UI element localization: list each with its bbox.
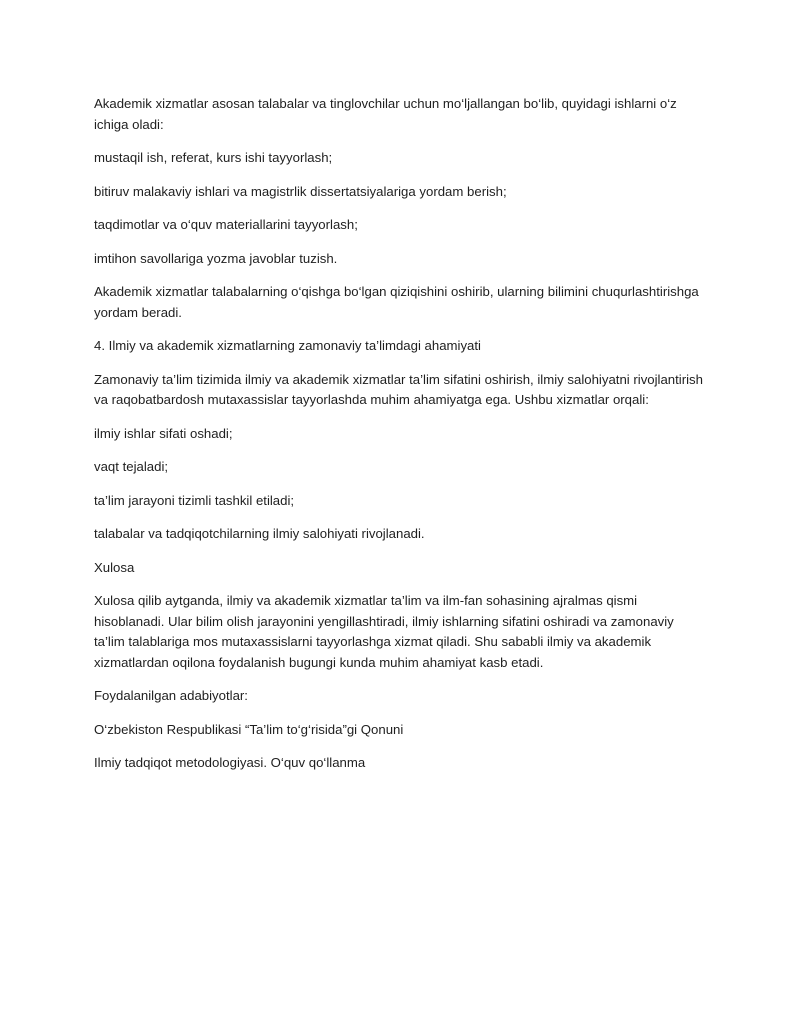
- list-item: ta’lim jarayoni tizimli tashkil etiladi;: [94, 492, 295, 508]
- reference-item: Ilmiy tadqiqot metodologiyasi. O‘quv qo‘llanma: [94, 755, 366, 770]
- conclusion-paragraph: Xulosa qilib aytganda, ilmiy va akademik xizmatlar ta’lim va ilm-fan sohasining ajralmas qismi hisoblanadi. Ular bilim olish jarayonini yengillashtiradi, ilmiy ishlarning sifatini oshiradi va zamonaviy ta’lim talablariga mos mutaxassislarni tayyorlashga xizmat qiladi. Shu sababli ilmiy va akademik xizmatlardan oqilona foydalanish bugungi kunda muhim ahamiyat kasb etadi.: [94, 593, 674, 670]
- references-heading: Foydalanilgan adabiyotlar:: [94, 688, 248, 703]
- list-item: taqdimotlar va o‘quv materiallarini tayyorlash;: [94, 217, 358, 232]
- body-paragraph: Akademik xizmatlar talabalarning o‘qishga bo‘lgan qiziqishini oshirib, ularning bilimini chuqurlashtirishga yordam beradi.: [94, 284, 699, 320]
- list-item: mustaqil ish, referat, kurs ishi tayyorlash;: [94, 150, 333, 165]
- section-heading: 4. Ilmiy va akademik xizmatlarning zamonaviy ta’limdagi ahamiyati: [94, 338, 481, 353]
- list-item: bitiruv malakaviy ishlari va magistrlik dissertatsiyalariga yordam berish;: [94, 183, 507, 199]
- reference-item: O‘zbekiston Respublikasi “Ta’lim to‘g‘risida”gi Qonuni: [94, 721, 404, 737]
- list-item: vaqt tejaladi;: [94, 459, 169, 474]
- body-paragraph: Zamonaviy ta’lim tizimida ilmiy va akademik xizmatlar ta’lim sifatini oshirish, ilmiy salohiyatni rivojlantirish va raqobatbardosh mutaxassislar tayyorlashda muhim ahamiyatga ega. Ushbu xizmatlar orqali:: [94, 371, 703, 407]
- document-page: [94, 94, 706, 787]
- list-item: imtihon savollariga yozma javoblar tuzish.: [94, 250, 338, 266]
- list-item: ilmiy ishlar sifati oshadi;: [94, 425, 233, 441]
- conclusion-heading: Xulosa: [94, 559, 135, 575]
- intro-paragraph: Akademik xizmatlar asosan talabalar va tinglovchilar uchun mo‘ljallangan bo‘lib, quyidagi ishlarni o‘z ichiga oladi:: [94, 96, 677, 132]
- list-item: talabalar va tadqiqotchilarning ilmiy salohiyati rivojlanadi.: [94, 526, 425, 541]
